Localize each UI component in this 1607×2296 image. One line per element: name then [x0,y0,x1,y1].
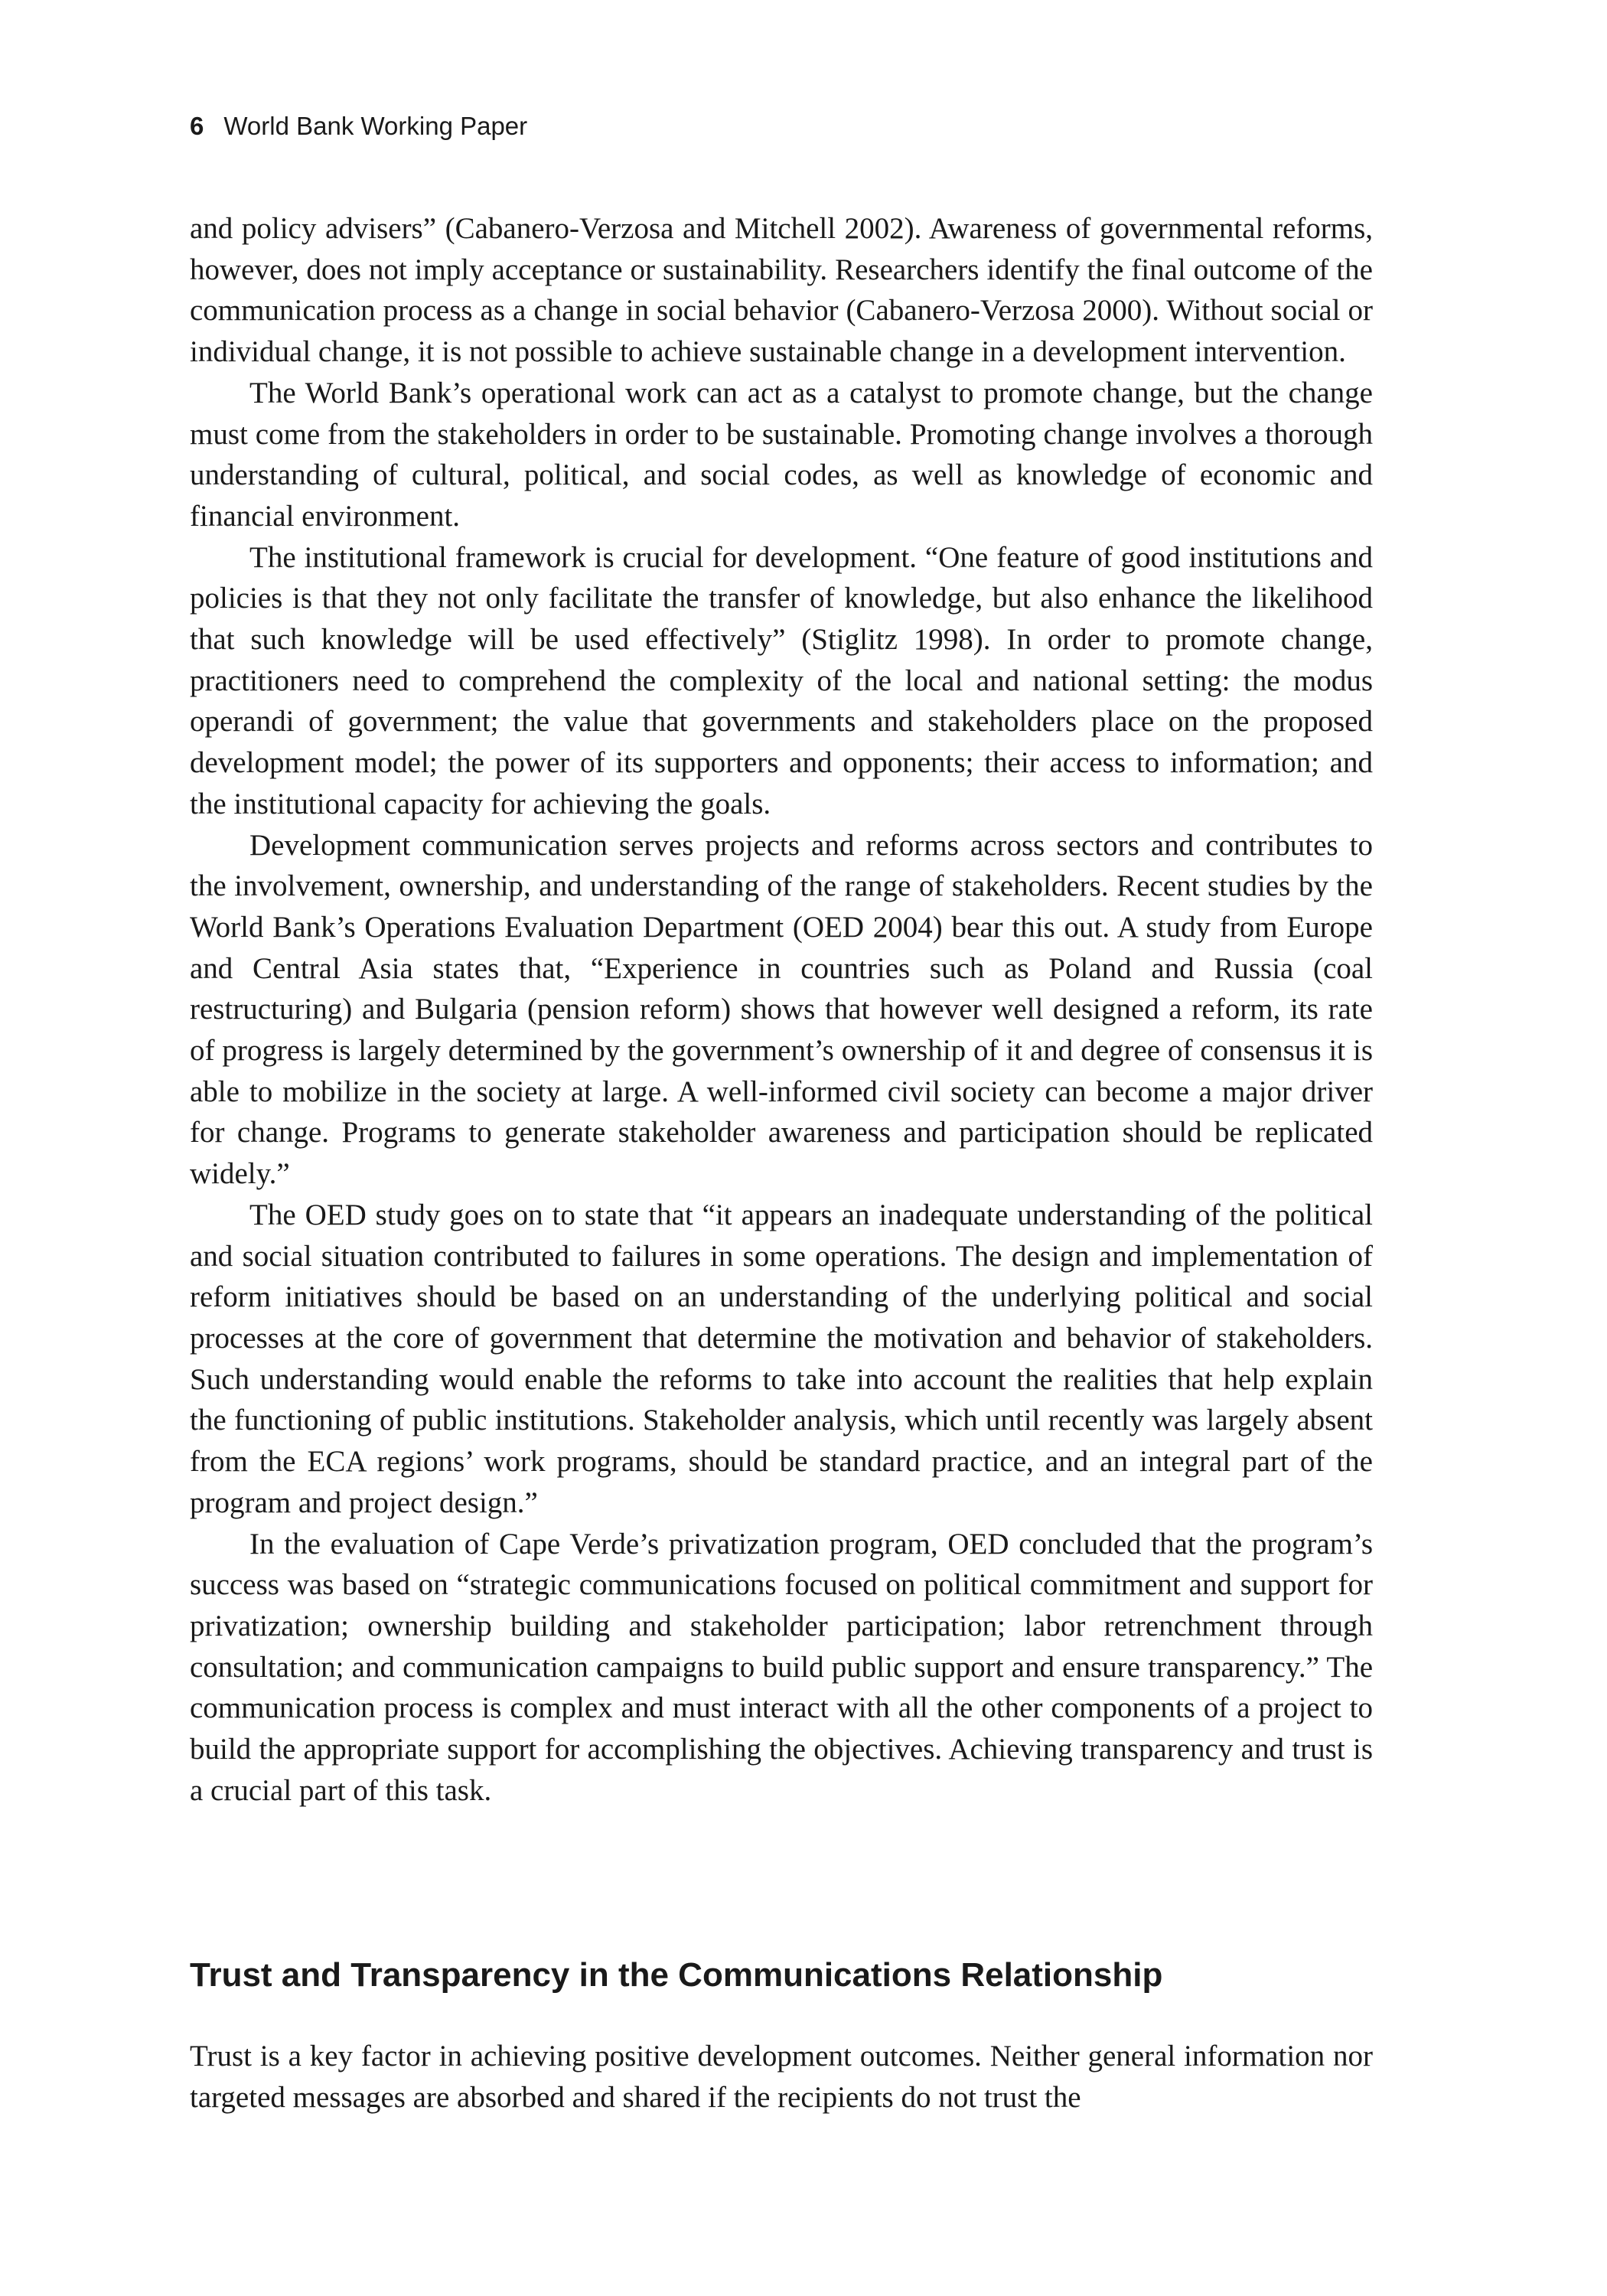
body-paragraph-2: The World Bank’s operational work can act as a catalyst to promote change, but the change must come from the stakeholders in order to be sustainable. Promoting change involves a thorough understanding of cultural, political, and social codes, as well as knowledge of economic and financial environment. [190,376,1373,533]
running-title: World Bank Working Paper [223,112,528,140]
section-paragraph: Trust is a key factor in achieving positive development outcomes. Neither general information nor targeted messages are absorbed and shared if the recipients do not trust the [190,2040,1373,2114]
body-paragraph-6: In the evaluation of Cape Verde’s privatization program, OED concluded that the program’s success was based on “strategic communications focused on political commitment and support for privatization; ownership building and stakeholder participation; labor retrenchment through consultation; and communication campaigns to build public support and ensure transparency.” The communication process is complex and must interact with all the other components of a project to build the appropriate support for accomplishing the objectives. Achieving transparency and trust is a crucial part of this task. [190,1527,1373,1807]
body-paragraph-3: The institutional framework is crucial for development. “One feature of good institutions and policies is that they not only facilitate the transfer of knowledge, but also enhance the likelihood that such knowledge will be used effectively” (Stiglitz 1998). In order to promote change, practitioners need to comprehend the complexity of the local and national setting: the modus operandi of government; the value that governments and stakeholders place on the proposed development model; the power of its supporters and opponents; their access to information; and the institutional capacity for achieving the goals. [190,540,1373,820]
section-heading: Trust and Transparency in the Communications Relationship [190,1956,1163,1994]
body-paragraph-5: The OED study goes on to state that “it appears an inadequate understanding of the political and social situation contributed to failures in some operations. The design and implementation of reform initiatives should be based on an understanding of the underlying political and social processes at the core of government that determine the motivation and behavior of stakeholders. Such understanding would enable the reforms to take into account the realities that help explain the functioning of public institutions. Stakeholder analysis, which until recently was largely absent from the ECA regions’ work programs, should be standard practice, and an integral part of the program and project design.” [190,1198,1373,1519]
page-number: 6 [190,112,204,140]
body-text [190,208,1373,1811]
running-header [190,112,527,141]
body-paragraph-4: Development communication serves projects and reforms across sectors and contributes to the involvement, ownership, and understanding of the range of stakeholders. Recent studies by the World Bank’s Operations Evaluation Department (OED 2004) bear this out. A study from Europe and Central Asia states that, “Experience in countries such as Poland and Russia (coal restructuring) and Bulgaria (pension reform) shows that however well designed a reform, its rate of progress is largely determined by the government’s ownership of it and degree of consensus it is able to mobilize in the society at large. A well-informed civil society can become a major driver for change. Programs to generate stakeholder awareness and participation should be replicated widely.” [190,828,1373,1191]
body-paragraph-1: and policy advisers” (Cabanero-Verzosa and Mitchell 2002). Awareness of governmental reforms, however, does not imply acceptance or sustainability. Researchers identify the final outcome of the communication process as a change in social behavior (Cabanero-Verzosa 2000). Without social or individual change, it is not possible to achieve sustainable change in a development intervention. [190,212,1373,369]
